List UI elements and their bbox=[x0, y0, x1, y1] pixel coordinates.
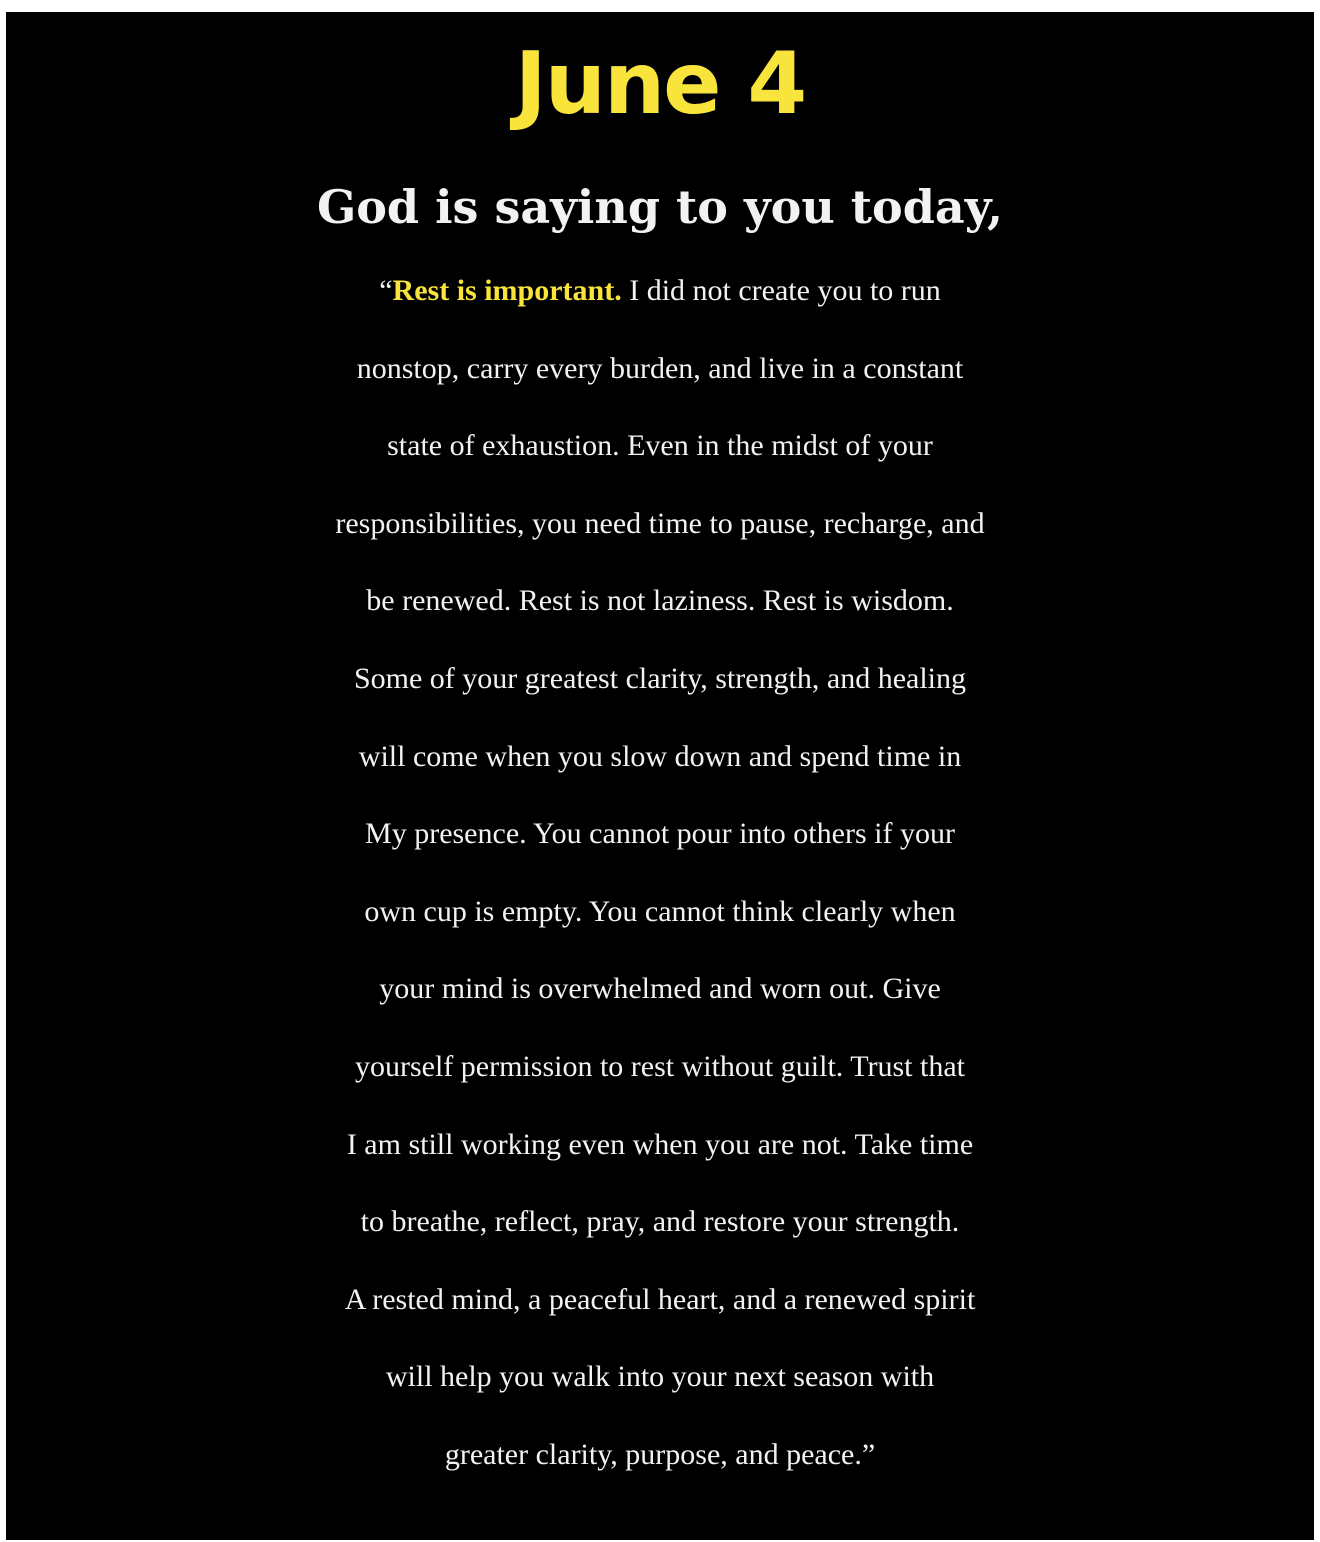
message-line: greater clarity, purpose, and peace.” bbox=[444, 1437, 876, 1471]
message-line: nonstop, carry every burden, and live in a constant bbox=[356, 351, 964, 385]
message-line: your mind is overwhelmed and worn out. Give bbox=[379, 972, 941, 1006]
message-line bbox=[6, 252, 1314, 330]
message-line: I am still working even when you are not. Take time bbox=[346, 1127, 974, 1161]
open-quote: “ bbox=[379, 274, 393, 307]
message-body bbox=[6, 252, 1314, 1494]
message-highlight: Rest is important. bbox=[392, 274, 622, 307]
message-line: A rested mind, a peaceful heart, and a renewed spirit bbox=[344, 1282, 976, 1316]
message-line: to breathe, reflect, pray, and restore your strength. bbox=[360, 1205, 960, 1239]
message-line: be renewed. Rest is not laziness. Rest is wisdom. bbox=[366, 584, 954, 618]
message-line: yourself permission to rest without guilt. Trust that bbox=[354, 1049, 965, 1083]
message-line: Some of your greatest clarity, strength, and healing bbox=[353, 661, 967, 695]
first-line-rest: I did not create you to run bbox=[621, 274, 941, 307]
devotional-card bbox=[6, 12, 1314, 1540]
intro-line: God is saying to you today, bbox=[316, 180, 1004, 234]
date-heading: June 4 bbox=[514, 34, 806, 134]
message-line: will help you walk into your next season with bbox=[385, 1360, 935, 1394]
message-line: own cup is empty. You cannot think clearly when bbox=[364, 894, 956, 928]
message-line: responsibilities, you need time to pause, recharge, and bbox=[335, 506, 985, 540]
message-line: My presence. You cannot pour into others if your bbox=[365, 817, 955, 851]
message-line: will come when you slow down and spend time in bbox=[358, 739, 962, 773]
message-line: state of exhaustion. Even in the midst of your bbox=[387, 429, 933, 463]
